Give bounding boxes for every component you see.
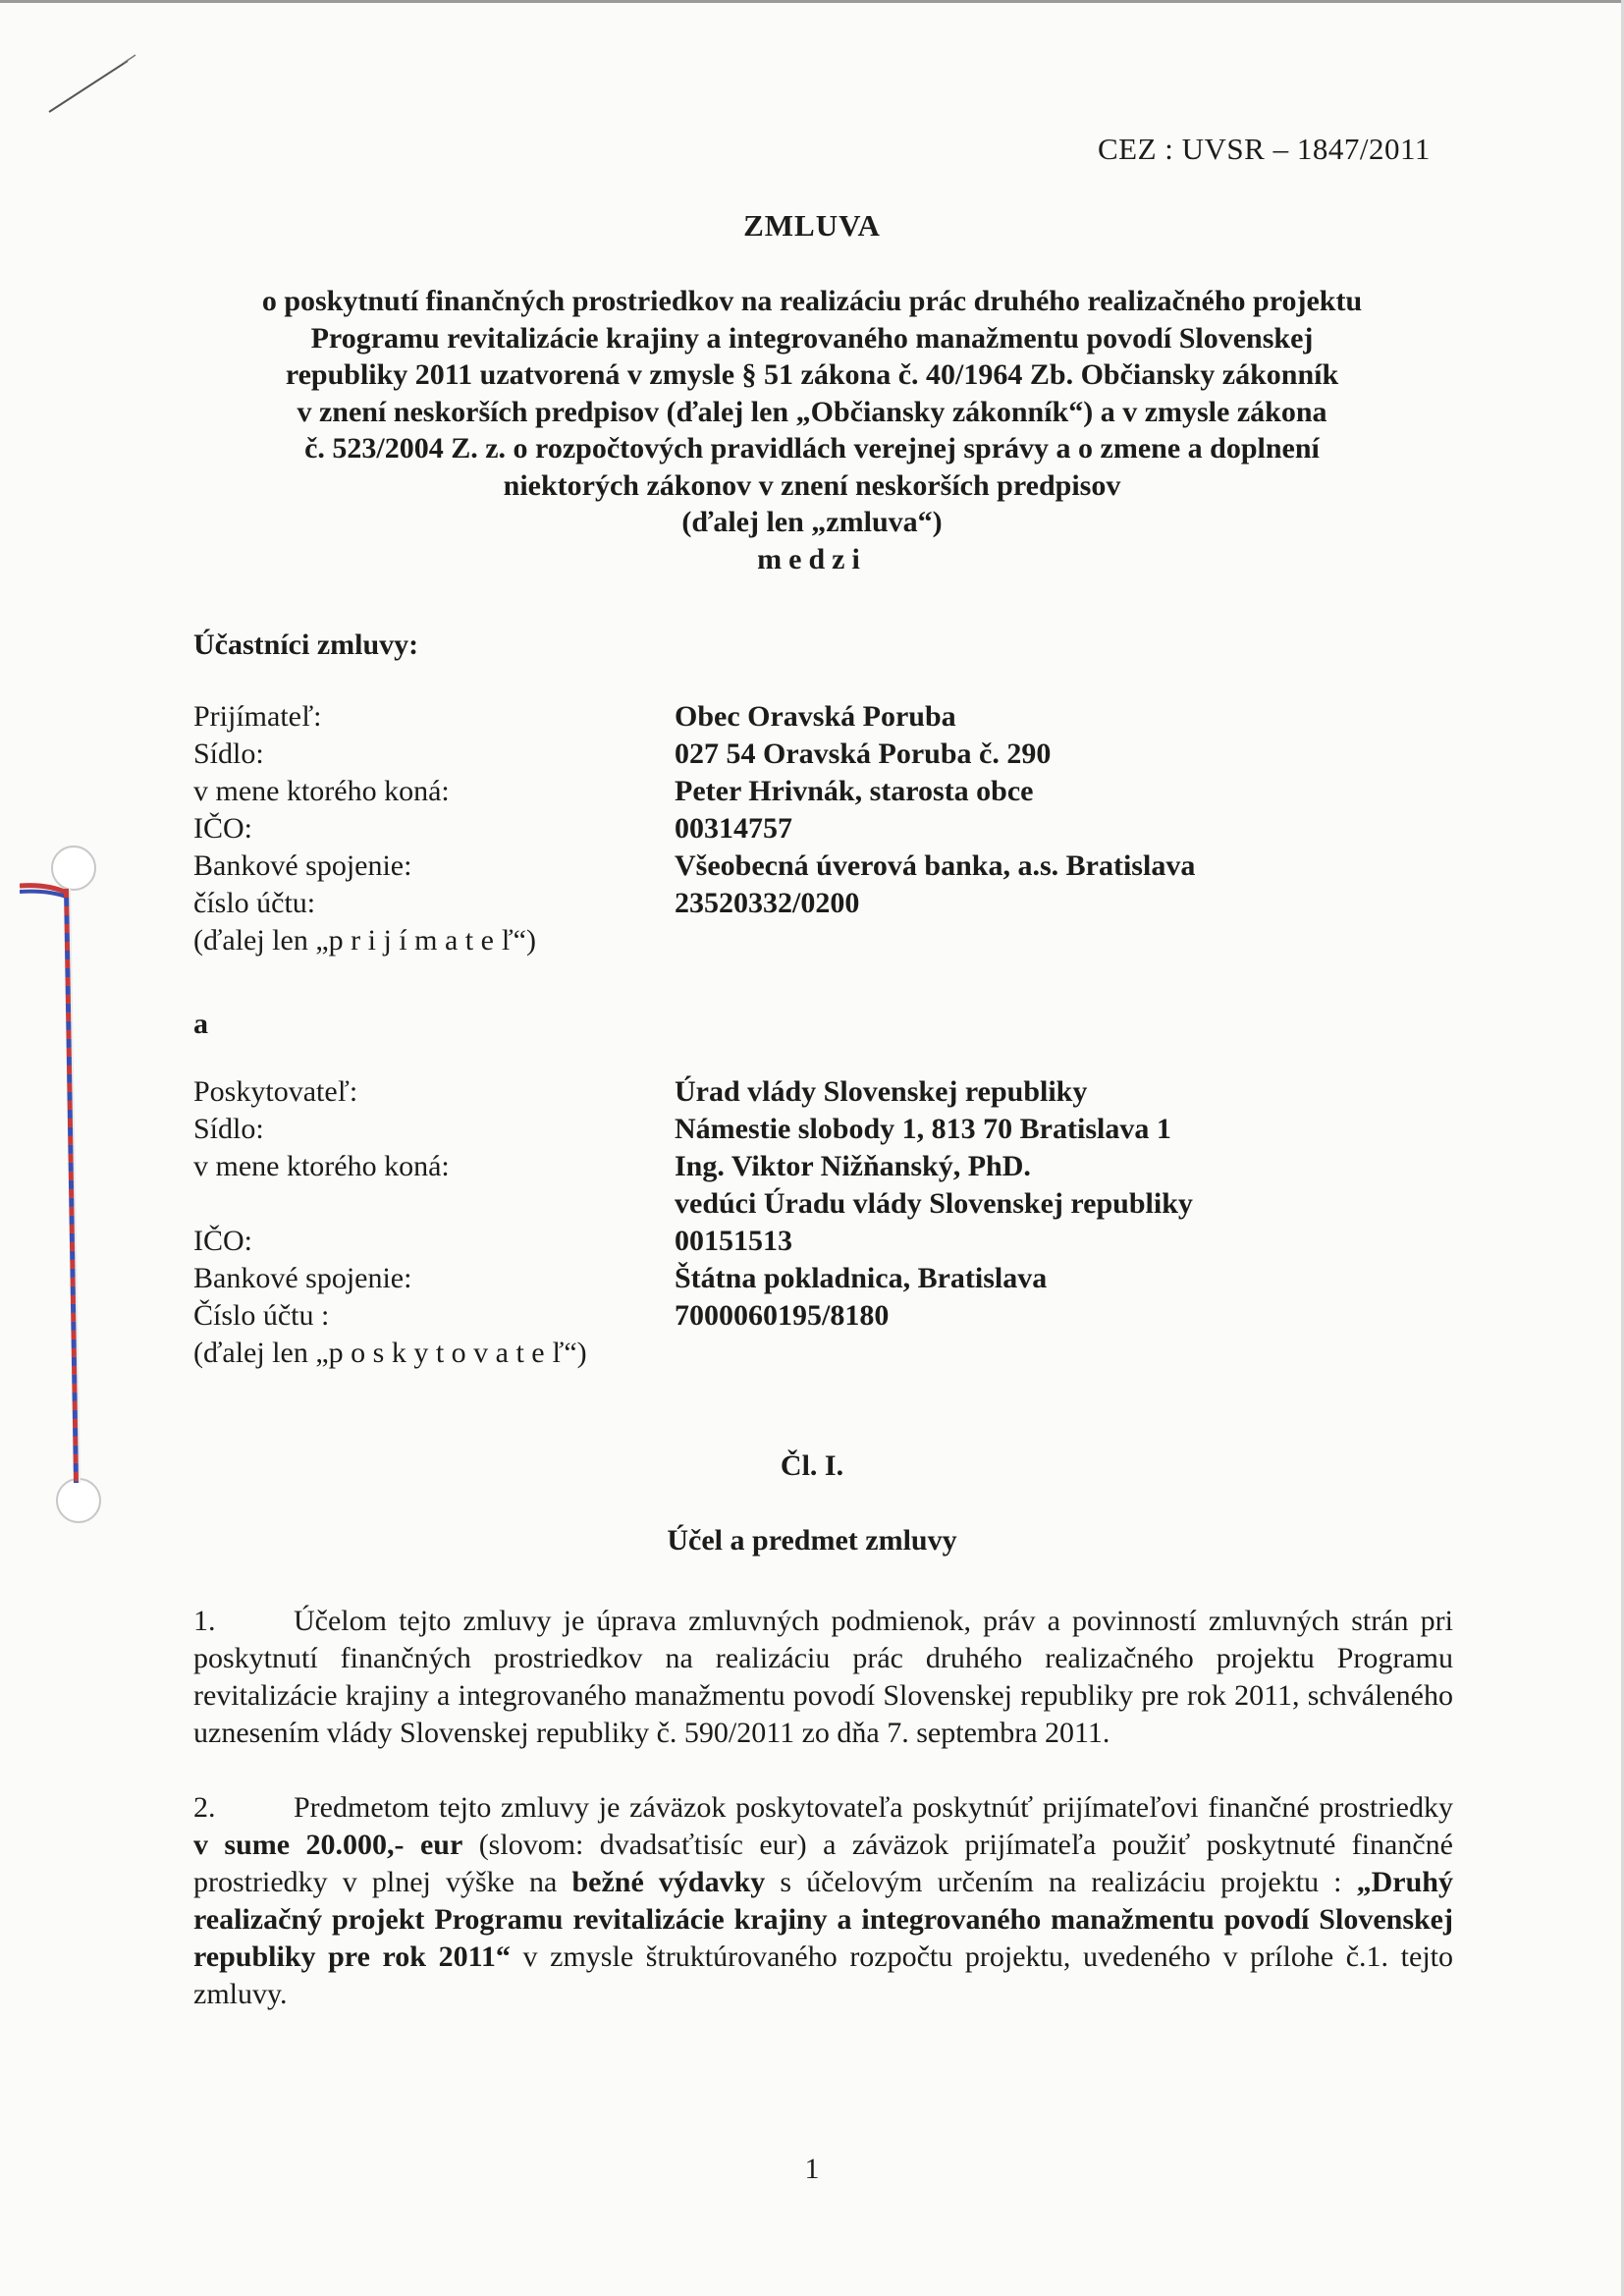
paragraph-1 — [193, 1603, 1453, 1752]
recipient-label: Prijímateľ: — [193, 700, 322, 733]
recipient-account-label: číslo účtu: — [193, 887, 316, 919]
page-number: 1 — [804, 2153, 820, 2185]
paragraph-text: v zmysle štruktúrovaného rozpočtu projektu, uvedeného v prílohe č.1. tejto zmluvy. — [193, 1941, 1453, 2010]
recipient-bank: Všeobecná úverová banka, a.s. Bratislava — [675, 849, 1196, 882]
article-title: Účel a predmet zmluvy — [667, 1524, 957, 1557]
provider-account-label: Číslo účtu : — [193, 1299, 330, 1332]
page-top-edge — [0, 0, 1624, 3]
document-subtitle — [157, 283, 1467, 577]
provider-representative-label: v mene ktorého koná: — [193, 1150, 450, 1182]
binding-cord — [20, 845, 118, 1532]
document-title: ZMLUVA — [743, 208, 881, 243]
subtitle-line: (ďalej len „zmluva“) — [681, 506, 943, 538]
paragraph-2 — [193, 1789, 1453, 2013]
expense-type-text: bežné výdavky — [571, 1866, 766, 1898]
provider-representative-role: vedúci Úradu vlády Slovenskej republiky — [675, 1187, 1193, 1220]
recipient-seat-label: Sídlo: — [193, 738, 264, 770]
paragraph-text: Účelom tejto zmluvy je úprava zmluvných podmienok, práv a povinností zmluvných strán pri poskytnutí finančných prostriedkov na realizáciu prác druhého realizačného projektu Programu revitalizácie krajiny a integrovaného manažmentu povodí Slovenskej republiky pre rok 2011, schváleného uznesením vlády Slovenskej republiky č. 590/2011 zo dňa 7. septembra 2011. — [193, 1605, 1453, 1749]
provider-seat: Námestie slobody 1, 813 70 Bratislava 1 — [675, 1113, 1171, 1145]
subtitle-line: republiky 2011 uzatvorená v zmysle § 51 zákona č. 40/1964 Zb. Občiansky zákonník — [285, 358, 1339, 391]
recipient-ico-label: IČO: — [193, 812, 252, 845]
document-reference: CEZ : UVSR – 1847/2011 — [1098, 132, 1431, 166]
recipient-representative: Peter Hrivnák, starosta obce — [675, 775, 1034, 807]
provider-representative: Ing. Viktor Nižňanský, PhD. — [675, 1150, 1031, 1182]
subtitle-line: niektorých zákonov v znení neskorších predpisov — [503, 468, 1121, 502]
subtitle-line: v znení neskorších predpisov (ďalej len „Občiansky zákonník“) a v zmysle zákona — [297, 395, 1327, 428]
recipient-name: Obec Oravská Poruba — [675, 700, 956, 733]
provider-label: Poskytovateľ: — [193, 1075, 358, 1108]
paragraph-number: 2. — [193, 1791, 216, 1824]
provider-bank: Štátna pokladnica, Bratislava — [675, 1262, 1048, 1294]
paragraph-text: Predmetom tejto zmluvy je záväzok poskytovateľa poskytnúť prijímateľovi finančné prostriedky — [294, 1791, 1453, 1824]
amount-text: v sume 20.000,- eur — [193, 1829, 463, 1861]
provider-bank-label: Bankové spojenie: — [193, 1262, 412, 1294]
subtitle-line: o poskytnutí finančných prostriedkov na realizáciu prác druhého realizačného projektu — [261, 285, 1363, 317]
paragraph-number: 1. — [193, 1605, 216, 1637]
project-name-text: „Druhý realizačný projekt Programu revitalizácie krajiny a integrovaného manažmentu povodí Slovenskej republiky pre rok 2011“ — [193, 1866, 1453, 1973]
recipient-representative-label: v mene ktorého koná: — [193, 775, 450, 807]
pencil-mark — [41, 51, 149, 120]
recipient-bank-label: Bankové spojenie: — [193, 849, 412, 882]
provider-ico-label: IČO: — [193, 1225, 252, 1257]
recipient-alias: (ďalej len „p r i j í m a t e ľ“) — [193, 924, 536, 957]
provider-account: 7000060195/8180 — [675, 1299, 890, 1332]
provider-seat-label: Sídlo: — [193, 1113, 264, 1145]
recipient-ico: 00314757 — [675, 812, 792, 845]
paragraph-text: s účelovým určením na realizáciu projektu : — [765, 1866, 1357, 1898]
recipient-seat: 027 54 Oravská Poruba č. 290 — [675, 738, 1052, 770]
subtitle-line: medzi — [757, 542, 867, 575]
article-number: Čl. I. — [780, 1449, 844, 1482]
recipient-account: 23520332/0200 — [675, 887, 860, 919]
subtitle-line: č. 523/2004 Z. z. o rozpočtových pravidlách verejnej správy a o zmene a doplnení — [304, 432, 1320, 465]
and-separator: a — [193, 1008, 208, 1040]
subtitle-line: Programu revitalizácie krajiny a integrovaného manažmentu povodí Slovenskej — [310, 321, 1314, 355]
provider-alias: (ďalej len „p o s k y t o v a t e ľ“) — [193, 1337, 587, 1369]
parties-heading: Účastníci zmluvy: — [193, 629, 419, 661]
provider-name: Úrad vlády Slovenskej republiky — [675, 1075, 1088, 1108]
paragraph-text: (slovom: dvadsaťtisíc eur) a záväzok prijímateľa použiť poskytnuté finančné prostriedky v plnej výške na — [193, 1829, 1453, 1898]
provider-ico: 00151513 — [675, 1225, 792, 1257]
